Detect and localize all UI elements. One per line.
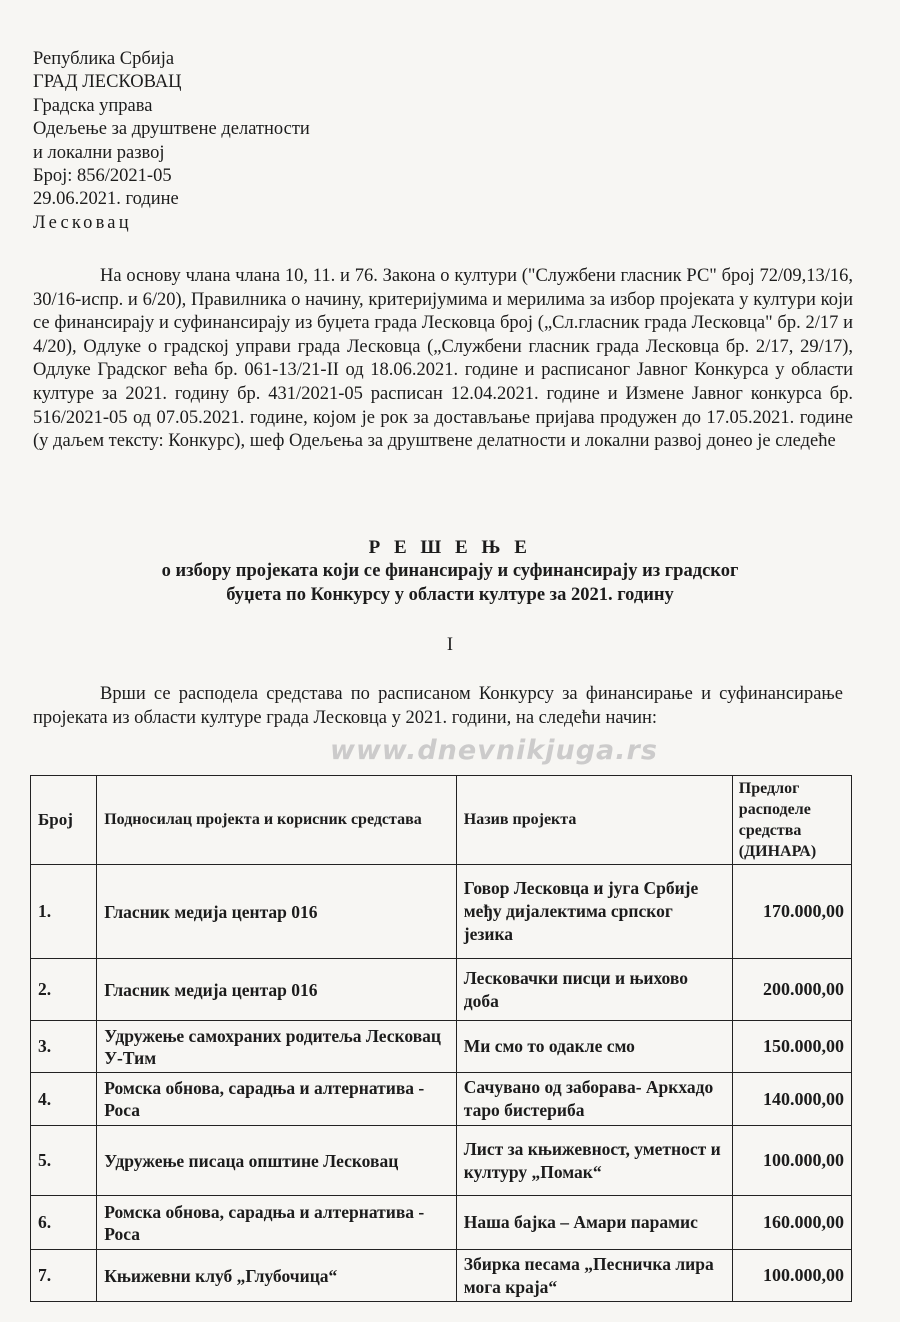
row-number: 2. bbox=[31, 959, 97, 1021]
row-project: Лесковачки писци и њихово доба bbox=[456, 959, 732, 1021]
row-applicant: Књижевни клуб „Глубочица“ bbox=[97, 1250, 457, 1302]
table-row bbox=[31, 1021, 852, 1073]
header-amount-line: средства bbox=[738, 822, 802, 839]
header-republic: Република Србија bbox=[33, 49, 175, 69]
row-project: Наша бајка – Амари парамис bbox=[456, 1196, 732, 1250]
header-department-cont: и локални развој bbox=[33, 142, 165, 163]
row-applicant: Удружење самохраних родитеља Лесковац У-Тим bbox=[97, 1021, 457, 1073]
header-department: Одељење за друштвене делатности bbox=[33, 119, 310, 140]
decision-subtitle-line2: буџета по Конкурсу у области културе за 2021. годину bbox=[226, 584, 674, 605]
row-number: 7. bbox=[31, 1250, 97, 1302]
decision-heading: Р Е Ш Е Њ Е bbox=[368, 537, 532, 558]
row-amount: 100.000,00 bbox=[732, 1126, 851, 1196]
header-amount-line: (ДИНАРА) bbox=[738, 843, 817, 860]
header-reference-number: Број: 856/2021-05 bbox=[33, 166, 172, 187]
intro-paragraph: На основу члана члана 10, 11. и 76. Закона о култури ("Службени гласник РС" број 72/09,13/16, 30/16-испр. и 6/20), Правилника о начину, критеријумима и мерилима за избор пројеката у култури који се финансирају и суфинансирају из буџета града Лесковца број („Сл.гласник града Лесковца" бр. 2/17 и 4/20), Одлуке о градској управи града Лесковца („Службени гласник града Лесковца бр. 2/17, 29/17), Одлуке Градског већа бр. 061-13/21-II од 18.06.2021. године и расписаног Јавног Конкурса у области културе за 2021. годину бр. 431/2021-05 расписан 12.04.2021. године и Измене Јавног конкурса бр. 516/2021-05 од 07.05.2021. године, којом је рок за достављање пријава продужен до 17.05.2021. године (у даљем тексту: Конкурс), шеф Одељења за друштвене делатности и локални развој донео је следеће bbox=[33, 266, 853, 452]
table-row bbox=[31, 1126, 852, 1196]
decision-subtitle-line1: о избору пројеката који се финансирају и суфинансирају из градског bbox=[161, 561, 739, 581]
row-number: 3. bbox=[31, 1021, 97, 1073]
table-row bbox=[31, 1073, 852, 1126]
header-administration: Градска управа bbox=[33, 95, 153, 116]
table-header-row bbox=[31, 776, 852, 865]
header-place: Лесковац bbox=[33, 212, 132, 233]
row-project: Лист за књижевност, уметност и културу „Помак“ bbox=[456, 1126, 732, 1196]
header-applicant: Подносилац пројекта и корисник средстава bbox=[97, 776, 457, 865]
row-amount: 170.000,00 bbox=[732, 865, 851, 959]
table-row bbox=[31, 959, 852, 1021]
section-number: I bbox=[446, 635, 454, 655]
row-amount: 160.000,00 bbox=[732, 1196, 851, 1250]
table-row bbox=[31, 1250, 852, 1302]
decision-title bbox=[0, 536, 900, 607]
header-number: Број bbox=[31, 776, 97, 865]
header-project: Назив пројекта bbox=[456, 776, 732, 865]
row-amount: 140.000,00 bbox=[732, 1073, 851, 1126]
row-applicant: Ромска обнова, сарадња и алтернатива - Роса bbox=[97, 1073, 457, 1126]
row-number: 5. bbox=[31, 1126, 97, 1196]
document-header bbox=[33, 48, 310, 235]
allocation-paragraph: Врши се расподела средстава по расписаном Конкурсу за финансирање и суфинансирање пројеката из области културе града Лесковца у 2021. години, на следећи начин: bbox=[33, 684, 843, 728]
row-project: Ми смо то одакле смо bbox=[456, 1021, 732, 1073]
row-applicant: Удружење писаца општине Лесковац bbox=[97, 1126, 457, 1196]
row-project: Збирка песама „Песничка лира мога краја“ bbox=[456, 1250, 732, 1302]
row-applicant: Ромска обнова, сарадња и алтернатива - Роса bbox=[97, 1196, 457, 1250]
row-applicant: Гласник медија центар 016 bbox=[97, 865, 457, 959]
row-amount: 200.000,00 bbox=[732, 959, 851, 1021]
row-project: Говор Лесковца и југа Србије међу дијалектима српског језика bbox=[456, 865, 732, 959]
row-number: 6. bbox=[31, 1196, 97, 1250]
header-amount-line: Предлог bbox=[738, 780, 800, 797]
row-amount: 150.000,00 bbox=[732, 1021, 851, 1073]
header-city: ГРАД ЛЕСКОВАЦ bbox=[33, 72, 182, 93]
row-number: 4. bbox=[31, 1073, 97, 1126]
header-date: 29.06.2021. године bbox=[33, 189, 179, 210]
header-amount-line: расподеле bbox=[738, 801, 811, 818]
table-row bbox=[31, 865, 852, 959]
row-number: 1. bbox=[31, 865, 97, 959]
header-amount bbox=[732, 776, 851, 865]
watermark: www.dnevnikjuga.rs bbox=[330, 735, 658, 766]
table-row bbox=[31, 1196, 852, 1250]
row-amount: 100.000,00 bbox=[732, 1250, 851, 1302]
row-applicant: Гласник медија центар 016 bbox=[97, 959, 457, 1021]
row-project: Сачувано од заборава- Аркхадо таро бистериба bbox=[456, 1073, 732, 1126]
allocation-table bbox=[30, 775, 852, 1302]
